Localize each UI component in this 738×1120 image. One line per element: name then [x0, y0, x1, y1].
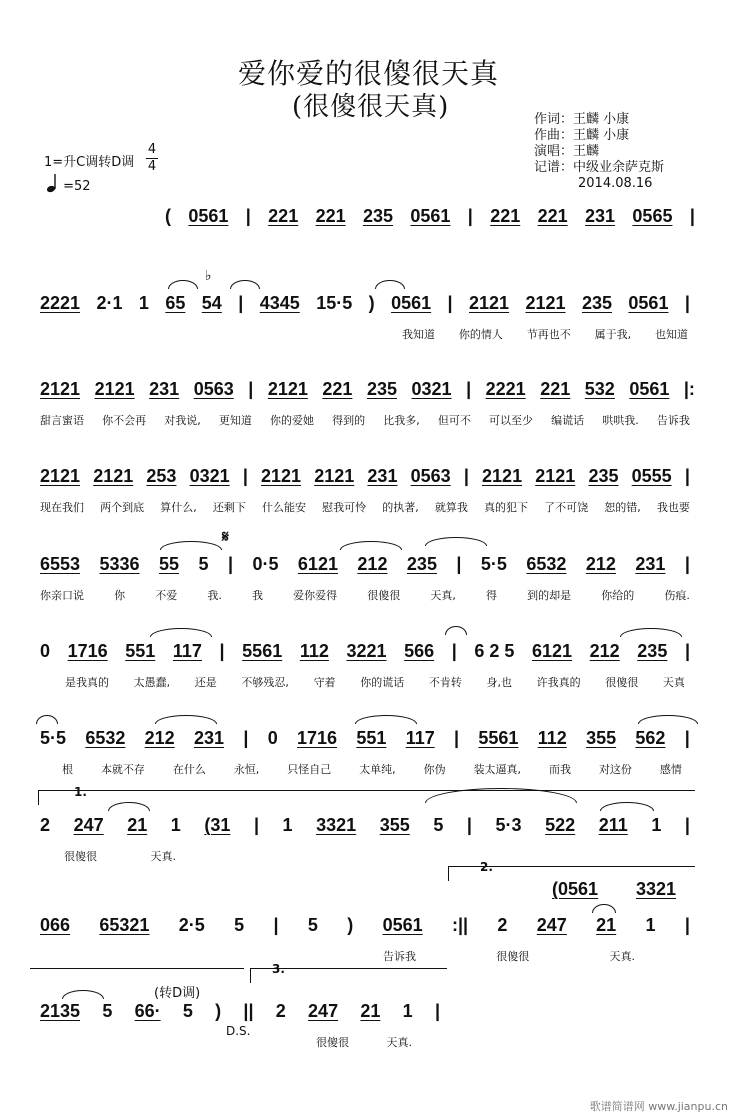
volta-3-pre-line	[30, 968, 244, 969]
note: 2121	[40, 466, 81, 486]
lyric: 天真.	[386, 1036, 412, 1049]
lyric: 你不会再	[102, 414, 147, 427]
lyric: 很傻很	[64, 850, 97, 863]
lyric: 可以至少	[489, 414, 533, 427]
slur	[36, 715, 58, 724]
note: 117	[172, 641, 202, 661]
lyrics-row	[40, 412, 690, 428]
lyric: 伤痕.	[664, 589, 690, 602]
note: 21	[596, 915, 617, 935]
barline: |	[684, 641, 690, 661]
lyric: 属于我,	[594, 328, 632, 341]
repeat-start: |:	[683, 379, 695, 399]
lyric: 得到的	[332, 414, 366, 427]
barline: |	[689, 206, 695, 226]
note: 5	[182, 1001, 193, 1021]
lyric: 身,也	[486, 676, 512, 689]
note: 1	[282, 815, 293, 835]
note: 6 2 5	[474, 641, 515, 661]
note: 5·3	[495, 815, 522, 835]
note: 0563	[410, 466, 451, 486]
note: 247	[536, 915, 567, 935]
slur	[620, 628, 682, 637]
lyric: 我.	[207, 589, 222, 602]
barline: |	[684, 815, 690, 835]
note: )	[368, 293, 375, 313]
lyric: 算什么,	[160, 501, 197, 514]
meter-bottom: 4	[147, 159, 157, 174]
notes-row	[40, 640, 690, 662]
note: 0563	[193, 379, 234, 399]
note: 2	[275, 1001, 286, 1021]
time-signature	[146, 143, 158, 174]
barline: |	[243, 728, 249, 748]
note: 235	[581, 293, 612, 313]
lyric: 你伪	[423, 763, 446, 776]
segno-icon: 𝄋	[222, 527, 229, 546]
note: 0561	[628, 293, 669, 313]
note: 1716	[67, 641, 108, 661]
note: 221	[315, 206, 346, 226]
lyric: 感情	[659, 763, 682, 776]
note: 15·5	[316, 293, 353, 313]
slur	[340, 541, 402, 550]
slur	[355, 715, 417, 724]
lyric: 我知道	[402, 328, 435, 341]
lyrics-row	[65, 674, 685, 690]
barline: |	[273, 915, 279, 935]
barline: |	[227, 554, 233, 574]
notes-row	[40, 727, 690, 749]
lyric: 但可不	[437, 414, 471, 427]
repeat-end: :||	[452, 915, 469, 935]
credit-transcriber: 记谱：中级业余萨克斯	[534, 160, 665, 175]
note: 6121	[532, 641, 573, 661]
lyric: 还剩下	[212, 501, 246, 514]
song-title: 爱你爱的很傻很天真	[238, 57, 500, 90]
note: 355	[379, 815, 410, 835]
slur	[168, 280, 198, 289]
lyrics-row	[316, 1034, 412, 1050]
note: 231	[149, 379, 180, 399]
lyric: 你	[114, 589, 126, 602]
barline: |	[248, 379, 254, 399]
lyric: 装太逼真,	[473, 763, 522, 776]
note: 247	[73, 815, 104, 835]
barline: |	[684, 728, 690, 748]
notes-row	[40, 1000, 440, 1022]
credit-singer: 演唱：王麟	[534, 144, 600, 159]
lyric: 了不可饶	[544, 501, 589, 514]
lyric: 太单纯,	[359, 763, 396, 776]
double-barline: ||	[243, 1001, 254, 1021]
note: 5561	[242, 641, 283, 661]
note: 65	[165, 293, 186, 313]
lyric: 天真,	[430, 589, 456, 602]
barline: |	[451, 641, 457, 661]
note: 21	[127, 815, 148, 835]
note: 6121	[297, 554, 338, 574]
slur	[160, 541, 222, 550]
note: 2121	[94, 379, 135, 399]
note: 5	[433, 815, 444, 835]
lyric: 现在我们	[40, 501, 84, 514]
note: 551	[125, 641, 156, 661]
note: 5561	[478, 728, 519, 748]
meter-top: 4	[147, 142, 157, 157]
note: 0565	[632, 206, 673, 226]
note: 522	[545, 815, 576, 835]
lyrics-row	[402, 326, 688, 342]
tempo-value: =52	[63, 179, 91, 194]
note: 235	[406, 554, 437, 574]
credit-date: 2014.08.16	[578, 176, 653, 191]
slur	[155, 715, 217, 724]
lyric: 你的情人	[458, 328, 503, 341]
lyric: 天真.	[150, 850, 176, 863]
note: 231	[635, 554, 666, 574]
lyric: 慰我可怜	[322, 501, 367, 514]
lyric: 对这份	[598, 763, 632, 776]
note: 5	[234, 915, 245, 935]
note: 221	[537, 206, 568, 226]
note: 2135	[40, 1001, 81, 1021]
barline: |	[447, 293, 453, 313]
note: 231	[585, 206, 616, 226]
lyric: 恕的错,	[604, 501, 641, 514]
note: 66·	[134, 1001, 161, 1021]
note: 0561	[391, 293, 432, 313]
lyric: 就算我	[434, 501, 468, 514]
note: 0561	[410, 206, 451, 226]
lyrics-row	[383, 948, 635, 964]
note: 4345	[259, 293, 300, 313]
lyric: 很傻很	[367, 589, 401, 602]
notes-row	[40, 914, 690, 936]
note: 066	[40, 915, 71, 935]
lyric: 也知道	[655, 328, 688, 341]
note: 2121	[482, 466, 523, 486]
note: 355	[586, 728, 617, 748]
lyrics-row	[62, 761, 682, 777]
lyric: 告诉我	[383, 950, 416, 963]
volta-2-label: 2.	[480, 860, 493, 874]
credit-lyricist: 作词：王麟 小康	[534, 112, 630, 127]
lyric: 比我多,	[383, 414, 420, 427]
note: (0561	[552, 879, 599, 899]
note: 1716	[297, 728, 338, 748]
note: 0321	[189, 466, 230, 486]
note: 221	[540, 379, 571, 399]
note: 112	[537, 728, 567, 748]
note: 2·5	[178, 915, 205, 935]
note: 6553	[40, 554, 81, 574]
lyric: 不肯转	[428, 676, 462, 689]
note: 562	[635, 728, 666, 748]
lyric: 你亲口说	[40, 589, 84, 602]
note: 221	[268, 206, 299, 226]
note: 3221	[346, 641, 387, 661]
note: 221	[322, 379, 353, 399]
note: 2	[497, 915, 508, 935]
lyric: 根	[62, 763, 73, 776]
credits-block	[534, 112, 664, 192]
lyric: 只怪自己	[287, 763, 332, 776]
note: 2221	[485, 379, 526, 399]
note: 117	[405, 728, 435, 748]
quarter-note-icon	[44, 172, 58, 194]
note: 247	[308, 1001, 339, 1021]
note: 221	[490, 206, 521, 226]
note: 532	[584, 379, 615, 399]
lyric: 不爱	[155, 589, 178, 602]
note: 212	[589, 641, 620, 661]
note: 566	[404, 641, 435, 661]
note: 5·5	[480, 554, 507, 574]
lyric: 告诉我	[656, 414, 690, 427]
lyric: 太愚蠢,	[133, 676, 171, 689]
song-subtitle: (很傻很天真)	[292, 92, 450, 122]
lyric: 永恒,	[233, 763, 260, 776]
note: 0561	[382, 915, 423, 935]
lyric: 在什么	[172, 763, 206, 776]
slur	[445, 626, 467, 635]
slur	[62, 990, 104, 999]
note: 5	[307, 915, 318, 935]
note: 212	[144, 728, 175, 748]
slur	[638, 715, 698, 724]
note: 1	[138, 293, 149, 313]
lyrics-row	[40, 499, 690, 515]
lyric: 很傻很	[316, 1036, 349, 1049]
note: 0561	[188, 206, 229, 226]
note: 1	[645, 915, 656, 935]
tempo-marking	[44, 172, 91, 198]
note: 2	[40, 815, 51, 835]
lyric: 而我	[549, 763, 571, 776]
lyric: 守着	[313, 676, 336, 689]
note: 6532	[526, 554, 567, 574]
barline: |	[238, 293, 244, 313]
lyric: 甜言蜜语	[40, 414, 84, 427]
note: 211	[598, 815, 628, 835]
notes-row	[165, 205, 695, 227]
note: 2·1	[96, 293, 123, 313]
credit-composer: 作曲：王麟 小康	[534, 128, 630, 143]
notes-row	[40, 378, 695, 400]
note: 1	[651, 815, 662, 835]
note: 1	[170, 815, 181, 835]
note: 5	[102, 1001, 113, 1021]
lyric: 更知道	[218, 414, 252, 427]
lyrics-row	[64, 848, 176, 864]
note: 2121	[261, 466, 302, 486]
note: 212	[585, 554, 616, 574]
note: 2121	[469, 293, 510, 313]
notes-row	[40, 553, 690, 575]
barline: |	[253, 815, 259, 835]
note: 55	[159, 554, 180, 574]
barline: |	[245, 206, 251, 226]
key-change-annotation: (转D调)	[154, 986, 201, 1001]
lyric: 你的谎话	[360, 676, 405, 689]
note: 112	[299, 641, 329, 661]
barline: |	[684, 915, 690, 935]
note: 0	[267, 728, 278, 748]
lyric: 什么能安	[262, 501, 306, 514]
lyric: 本就不存	[100, 763, 145, 776]
barline: |	[242, 466, 248, 486]
lyric: 的执著,	[382, 501, 419, 514]
barline: |	[463, 466, 469, 486]
lyric: 到的却是	[527, 589, 572, 602]
note: 3321	[635, 879, 676, 899]
note: 0561	[629, 379, 670, 399]
note: 235	[366, 379, 397, 399]
lyric: 对我说,	[164, 414, 201, 427]
note: 3321	[316, 815, 357, 835]
note: 65321	[99, 915, 150, 935]
slur	[425, 537, 487, 546]
lyric: 你的爱她	[270, 414, 314, 427]
barline: |	[684, 293, 690, 313]
notes-row	[40, 292, 690, 314]
note: 2121	[314, 466, 355, 486]
slur	[230, 280, 260, 289]
note: 2221	[40, 293, 81, 313]
note: 231	[194, 728, 225, 748]
lyric: 许我真的	[536, 676, 581, 689]
note: )	[215, 1001, 222, 1021]
slur	[592, 904, 616, 913]
note: 235	[362, 206, 394, 226]
lyric: 真的犯下	[484, 501, 528, 514]
flat-icon: ♭	[205, 268, 212, 284]
barline: |	[466, 815, 472, 835]
notes-row	[40, 465, 690, 487]
dal-segno-marking: D.S.	[226, 1024, 251, 1038]
lyric: 是我真的	[65, 676, 109, 689]
volta-3-label: 3.	[272, 962, 285, 976]
barline: |	[219, 641, 225, 661]
barline: |	[466, 379, 472, 399]
note: 54	[201, 293, 222, 313]
barline: |	[684, 466, 690, 486]
slur	[150, 628, 212, 637]
note: 0555	[631, 466, 672, 486]
lyric: 不够残忍,	[241, 676, 289, 689]
volta-2-upper-notes	[552, 878, 676, 900]
barline: |	[684, 554, 690, 574]
note: 0321	[411, 379, 452, 399]
lyric: 天真	[662, 676, 685, 689]
lyric: 还是	[194, 676, 217, 689]
barline: |	[454, 728, 460, 748]
barline: |	[467, 206, 473, 226]
notes-row	[40, 814, 690, 836]
note: 2121	[93, 466, 134, 486]
note: 2121	[535, 466, 576, 486]
lyric: 编谎话	[551, 414, 585, 427]
note: 0·5	[252, 554, 279, 574]
lyric: 我	[252, 589, 263, 602]
lyric: 两个到底	[100, 501, 145, 514]
lyric: 哄哄我.	[602, 414, 639, 427]
note: 1	[402, 1001, 413, 1021]
barline: |	[434, 1001, 440, 1021]
key-signature: 1=升C调转D调	[44, 155, 135, 170]
note: 21	[360, 1001, 381, 1021]
lyric: 节再也不	[526, 328, 571, 341]
note: 212	[357, 554, 388, 574]
note: 2121	[40, 379, 81, 399]
note: 5336	[99, 554, 140, 574]
note: )	[347, 915, 354, 935]
note: 2121	[267, 379, 308, 399]
note: 5	[198, 554, 209, 574]
note: (31	[204, 815, 231, 835]
lyric: 很傻很	[605, 676, 639, 689]
note: 2121	[525, 293, 566, 313]
lyric: 很傻很	[496, 950, 530, 963]
note: 231	[367, 466, 398, 486]
site-watermark: 歌谱简谱网 www.jianpu.cn	[589, 1100, 728, 1113]
note: (	[165, 206, 171, 226]
note: 0	[40, 641, 51, 661]
note: 253	[146, 466, 177, 486]
note: 235	[588, 466, 619, 486]
lyrics-row	[40, 587, 690, 603]
lyric: 天真.	[609, 950, 635, 963]
note: 551	[356, 728, 387, 748]
lyric: 得	[486, 589, 497, 602]
slur	[375, 280, 405, 289]
lyric: 爱你爱得	[293, 589, 338, 602]
note: 5·5	[40, 728, 67, 748]
barline: |	[456, 554, 462, 574]
lyric: 我也要	[656, 501, 690, 514]
note: 235	[637, 641, 668, 661]
volta-1-label: 1.	[74, 785, 87, 799]
lyric: 你给的	[601, 589, 635, 602]
note: 6532	[85, 728, 126, 748]
